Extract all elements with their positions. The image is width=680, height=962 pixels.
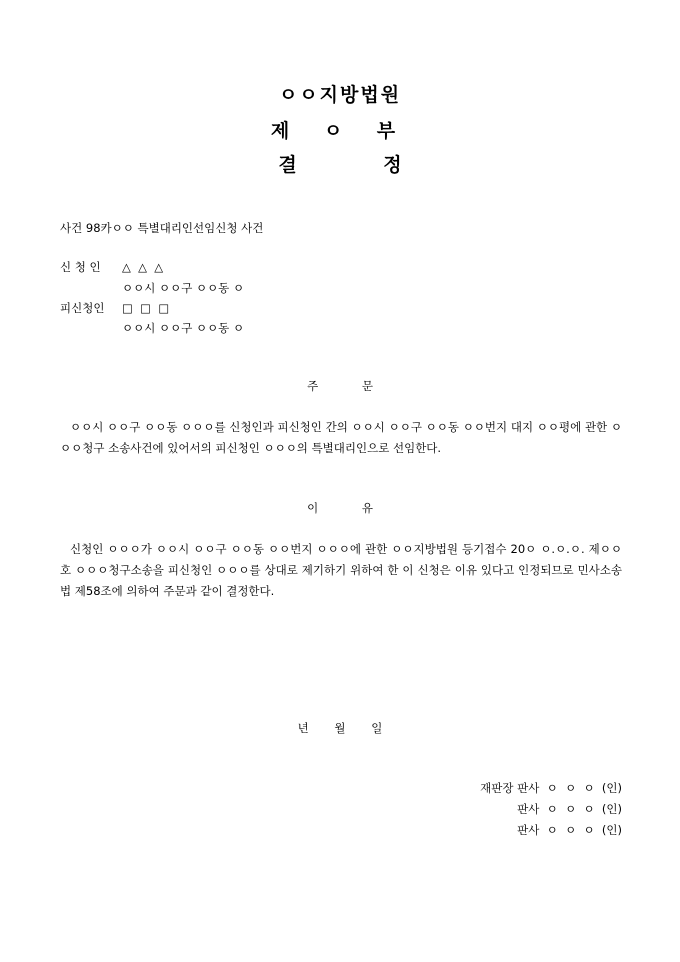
- reason-heading: 이 유: [307, 501, 373, 515]
- reason-text: 신청인 ㅇㅇㅇ가 ㅇㅇ시 ㅇㅇ구 ㅇㅇ동 ㅇㅇ번지 ㅇㅇㅇ에 관한 ㅇㅇ지방법원 등기접수 20ㅇ ㅇ.ㅇ.ㅇ. 제ㅇㅇ호 ㅇㅇㅇ청구소송을 피신청인 ㅇㅇㅇ를 상대로 제기하기 위하여 한 이 신청은 이유 있다고 인정되므로 민사소송법 제58조에 의하여 주문과 같이 결정한다.: [60, 542, 622, 598]
- judges-signatures: [480, 778, 622, 841]
- associate-judge-1: 판사 ㅇ ㅇ ㅇ (인): [517, 802, 622, 816]
- presiding-judge: 재판장 판사 ㅇ ㅇ ㅇ (인): [480, 781, 622, 795]
- respondent-name: □ □ □: [122, 301, 170, 315]
- associate-judge-2: 판사 ㅇ ㅇ ㅇ (인): [517, 823, 622, 837]
- respondent-address: ㅇㅇ시 ㅇㅇ구 ㅇㅇ동 ㅇ: [122, 321, 245, 335]
- applicant-address: ㅇㅇ시 ㅇㅇ구 ㅇㅇ동 ㅇ: [122, 281, 245, 295]
- court-name: ㅇㅇ지방법원: [278, 84, 402, 106]
- applicant-name: △ △ △: [122, 260, 164, 274]
- respondent-label: 피신청인: [60, 301, 105, 315]
- case-line: 사건 98카ㅇㅇ 특별대리인선임신청 사건: [60, 221, 264, 235]
- division-name: 제 ㅇ 부: [270, 120, 410, 142]
- applicant-label: 신 청 인: [60, 260, 101, 274]
- document-type: 결 정: [278, 154, 442, 176]
- decision-date: 년 월 일: [297, 721, 383, 735]
- order-text: ㅇㅇ시 ㅇㅇ구 ㅇㅇ동 ㅇㅇㅇ를 신청인과 피신청인 간의 ㅇㅇ시 ㅇㅇ구 ㅇㅇ동 ㅇㅇ번지 대지 ㅇㅇ평에 관한 ㅇㅇㅇ청구 소송사건에 있어서의 피신청인 ㅇㅇㅇ의 특별대리인으로 선임한다.: [60, 420, 622, 455]
- order-heading: 주 문: [307, 379, 373, 393]
